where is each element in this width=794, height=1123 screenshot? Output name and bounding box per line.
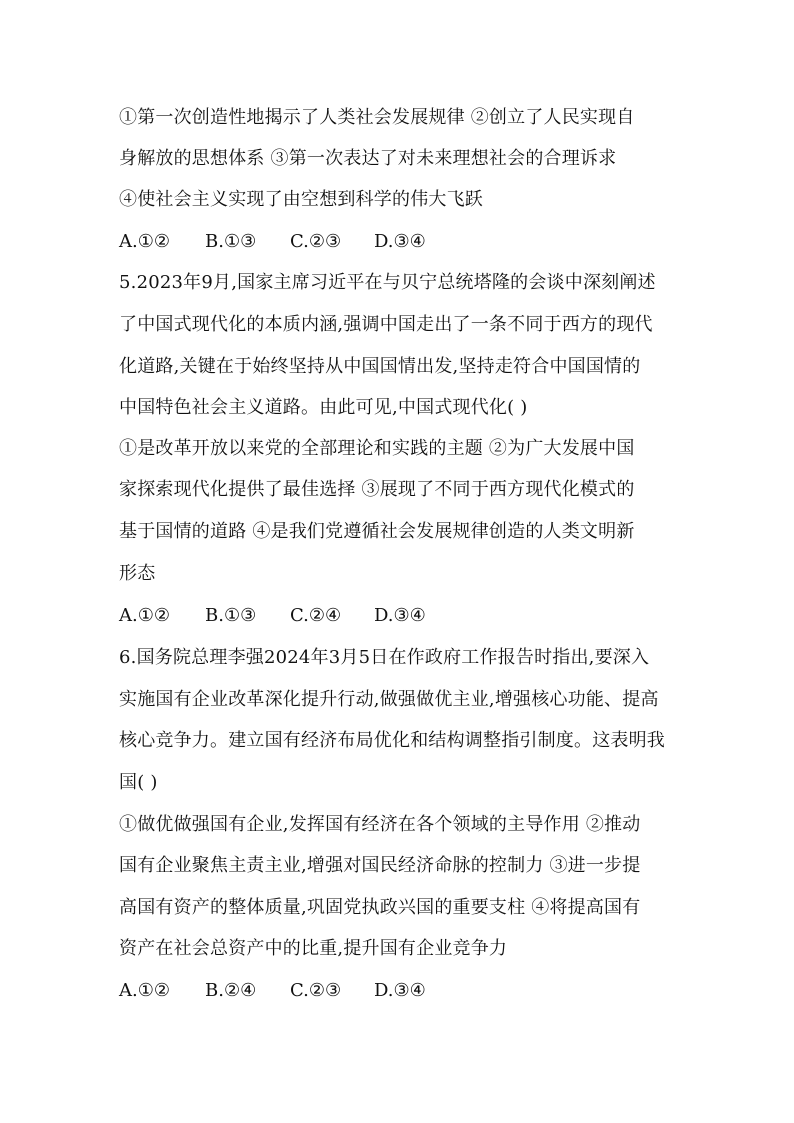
q4-option-c[interactable]: C.②③	[290, 231, 342, 252]
q6-statement-line-3: 高国有资产的整体质量,巩固党执政兴国的重要支柱 ④将提高国有	[119, 897, 641, 918]
q6-statement-line-4: 资产在社会总资产中的比重,提升国有企业竞争力	[119, 938, 508, 959]
q5-option-c[interactable]: C.②④	[290, 605, 342, 626]
q6-statement-line-1: ①做优做强国有企业,发挥国有经济在各个领域的主导作用 ②推动	[119, 814, 641, 835]
q6-option-c[interactable]: C.②③	[290, 980, 342, 1001]
q5-statement-line-4: 形态	[119, 563, 156, 584]
q4-statement-line-1: ①第一次创造性地揭示了人类社会发展规律 ②创立了人民实现自	[119, 107, 635, 128]
q6-option-b[interactable]: B.②④	[205, 980, 257, 1001]
q5-option-b[interactable]: B.①③	[205, 605, 257, 626]
q5-option-a[interactable]: A.①②	[119, 605, 170, 626]
q5-stem-line-3: 化道路,关键在于始终坚持从中国国情出发,坚持走符合中国国情的	[119, 356, 641, 377]
q5-option-d[interactable]: D.③④	[374, 605, 426, 626]
q6-stem-line-2: 实施国有企业改革深化提升行动,做强做优主业,增强核心功能、提高	[119, 689, 659, 710]
q6-stem-line-3: 核心竞争力。建立国有经济布局优化和结构调整指引制度。这表明我	[119, 730, 665, 751]
q4-option-d[interactable]: D.③④	[374, 231, 426, 252]
q5-stem-line-4: 中国特色社会主义道路。由此可见,中国式现代化( )	[119, 397, 528, 418]
q6-options	[119, 979, 426, 1003]
q4-option-b[interactable]: B.①③	[205, 231, 257, 252]
q4-statement-line-3: ④使社会主义实现了由空想到科学的伟大飞跃	[119, 189, 483, 210]
q6-stem-line-1: 6.国务院总理李强2024年3月5日在作政府工作报告时指出,要深入	[119, 647, 650, 668]
q4-option-a[interactable]: A.①②	[119, 231, 170, 252]
q5-statement-line-3: 基于国情的道路 ④是我们党遵循社会发展规律创造的人类文明新	[119, 521, 635, 542]
q5-options	[119, 604, 426, 628]
q4-options	[119, 230, 426, 254]
q5-stem-line-1: 5.2023年9月,国家主席习近平在与贝宁总统塔隆的会谈中深刻阐述	[119, 272, 656, 293]
q6-statement-line-2: 国有企业聚焦主责主业,增强对国民经济命脉的控制力 ③进一步提	[119, 855, 641, 876]
q6-stem-line-4: 国( )	[119, 772, 158, 793]
q5-stem-line-2: 了中国式现代化的本质内涵,强调中国走出了一条不同于西方的现代	[119, 314, 653, 335]
q6-option-d[interactable]: D.③④	[374, 980, 426, 1001]
q5-statement-line-2: 家探索现代化提供了最佳选择 ③展现了不同于西方现代化模式的	[119, 479, 635, 500]
q6-option-a[interactable]: A.①②	[119, 980, 170, 1001]
q4-statement-line-2: 身解放的思想体系 ③第一次表达了对未来理想社会的合理诉求	[119, 148, 617, 169]
q5-statement-line-1: ①是改革开放以来党的全部理论和实践的主题 ②为广大发展中国	[119, 438, 635, 459]
